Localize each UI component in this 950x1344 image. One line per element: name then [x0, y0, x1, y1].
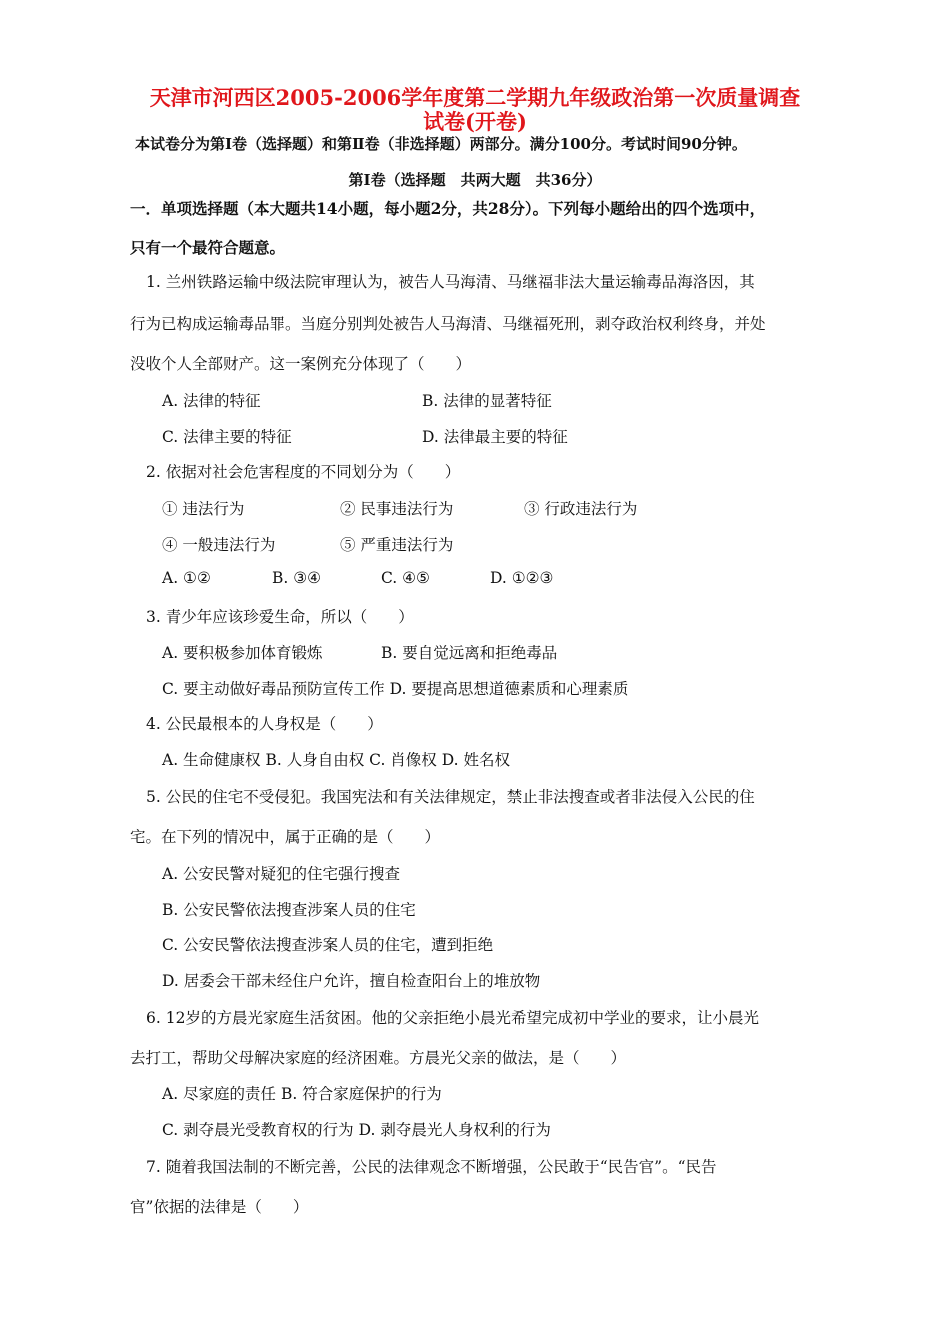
q5-option-d: D. 居委会干部未经住户允许，擅自检查阳台上的堆放物	[162, 972, 541, 990]
question-6-line2: 去打工，帮助父母解决家庭的经济困难。方晨光父亲的做法，是（ ）	[130, 1049, 627, 1067]
question-3-line1: 3. 青少年应该珍爱生命，所以（ ）	[146, 608, 414, 626]
q1-option-d: D. 法律最主要的特征	[422, 428, 568, 446]
q6-options-cd: C. 剥夺晨光受教育权的行为 D. 剥夺晨光人身权利的行为	[162, 1121, 551, 1139]
section-heading: 第Ⅰ卷（选择题 共两大题 共36分）	[348, 171, 602, 189]
q2-statement-5: ⑤ 严重违法行为	[340, 536, 454, 554]
question-1-line2: 行为已构成运输毒品罪。当庭分别判处被告人马海清、马继福死刑，剥夺政治权利终身，并处	[130, 315, 766, 333]
q2-statement-4: ④ 一般违法行为	[162, 536, 276, 554]
q3-option-b: B. 要自觉远离和拒绝毒品	[381, 644, 558, 662]
q4-options: A. 生命健康权 B. 人身自由权 C. 肖像权 D. 姓名权	[162, 751, 510, 769]
q2-statement-2: ② 民事违法行为	[340, 500, 454, 518]
q5-option-c: C. 公安民警依法搜查涉案人员的住宅，遭到拒绝	[162, 936, 494, 954]
q1-option-a: A. 法律的特征	[162, 392, 261, 410]
q5-option-b: B. 公安民警依法搜查涉案人员的住宅	[162, 901, 416, 919]
exam-intro: 本试卷分为第Ⅰ卷（选择题）和第Ⅱ卷（非选择题）两部分。满分100分。考试时间90分钟。	[135, 135, 747, 153]
q2-statement-1: ① 违法行为	[162, 500, 245, 518]
q2-statement-3: ③ 行政违法行为	[524, 500, 638, 518]
q2-option-c: C. ④⑤	[381, 569, 430, 587]
q3-option-a: A. 要积极参加体育锻炼	[162, 644, 323, 662]
question-1-line3: 没收个人全部财产。这一案例充分体现了（ ）	[130, 355, 472, 373]
part-heading-line1: 一．单项选择题（本大题共14小题，每小题2分，共28分）。下列每小题给出的四个选项中，	[130, 199, 766, 218]
question-5-line2: 宅。在下列的情况中，属于正确的是（ ）	[130, 828, 441, 846]
q1-option-b: B. 法律的显著特征	[422, 392, 552, 410]
q2-option-b: B. ③④	[272, 569, 322, 587]
question-7-line2: 官”依据的法律是（ ）	[130, 1198, 309, 1216]
q1-option-c: C. 法律主要的特征	[162, 428, 292, 446]
q2-option-a: A. ①②	[162, 569, 211, 587]
question-4-line1: 4. 公民最根本的人身权是（ ）	[146, 715, 383, 733]
q3-options-cd: C. 要主动做好毒品预防宣传工作 D. 要提高思想道德素质和心理素质	[162, 680, 629, 698]
question-2-line1: 2. 依据对社会危害程度的不同划分为（ ）	[146, 463, 461, 481]
question-7-line1: 7. 随着我国法制的不断完善，公民的法律观念不断增强，公民敢于“民告官”。“民告	[146, 1158, 717, 1176]
exam-title-line2: 试卷(开卷)	[423, 109, 527, 134]
question-6-line1: 6. 12岁的方晨光家庭生活贫困。他的父亲拒绝小晨光希望完成初中学业的要求，让小晨光	[146, 1009, 759, 1027]
exam-title-line1: 天津市河西区2005-2006学年度第二学期九年级政治第一次质量调查	[149, 85, 801, 110]
part-heading-line2: 只有一个最符合题意。	[130, 238, 286, 257]
q6-options-ab: A. 尽家庭的责任 B. 符合家庭保护的行为	[162, 1085, 442, 1103]
q2-option-d: D. ①②③	[490, 569, 554, 587]
q5-option-a: A. 公安民警对疑犯的住宅强行搜查	[162, 865, 401, 883]
question-5-line1: 5. 公民的住宅不受侵犯。我国宪法和有关法律规定，禁止非法搜查或者非法侵入公民的住	[146, 788, 755, 806]
question-1-line1: 1. 兰州铁路运输中级法院审理认为，被告人马海清、马继福非法大量运输毒品海洛因，其	[146, 273, 755, 291]
